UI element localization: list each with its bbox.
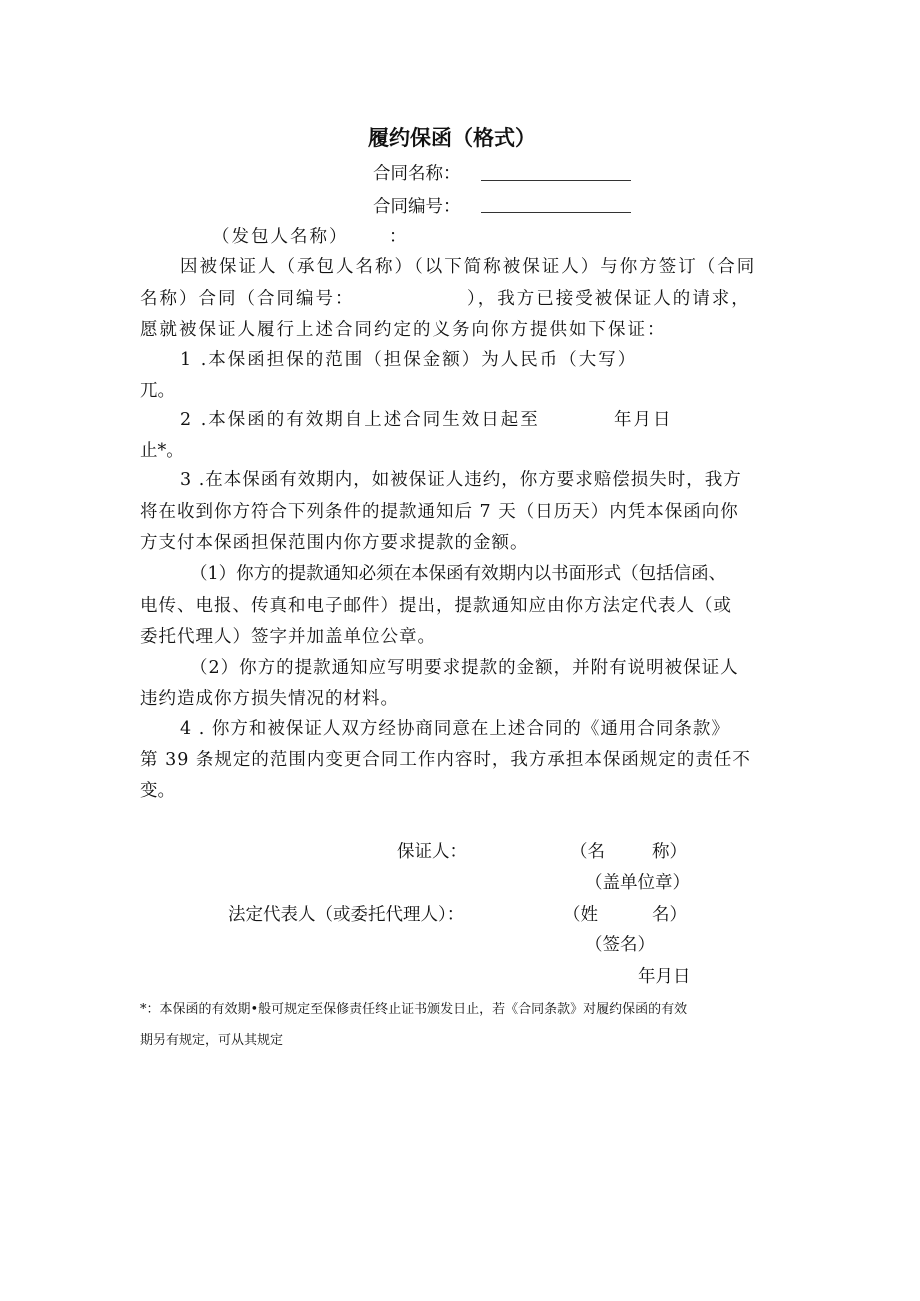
intro-line-1: 因被保证人（承包人名称）（以下简称被保证人）与你方签订（合同	[180, 257, 757, 277]
item-4-line-1: 4 . 你方和被保证人双方经协商同意在上述合同的《通用合同条款》	[180, 719, 730, 739]
rep-name-close: 名）	[652, 905, 687, 925]
item-4-line-3: 变。	[140, 781, 175, 801]
item-1-line-2: 兀。	[140, 381, 175, 401]
guarantor-name-open: （名	[570, 842, 605, 862]
item-3-line-3: 方支付本保函担保范围内你方要求提款的金额。	[140, 533, 529, 553]
addressee: （发包人名称）	[212, 227, 349, 247]
footnote-line-1: *：本保函的有效期•般可规定至保修责任终止证书颁发日止，若《合同条款》对履约保函的有效	[140, 1002, 688, 1017]
condition-1-line-1: （1）你方的提款通知必须在本保函有效期内以书面形式（包括信函、	[190, 564, 727, 584]
intro-line-2a: 名称）合同（合同编号：	[140, 289, 355, 309]
addressee-colon: ：	[389, 227, 407, 247]
contract-name-blank[interactable]	[481, 180, 631, 181]
contract-no-blank[interactable]	[481, 212, 631, 213]
company-seal-note: （盖单位章）	[585, 873, 690, 893]
condition-1-line-3: 委托代理人）签字并加盖单位公章。	[140, 627, 436, 647]
condition-2-line-1: （2）你方的提款通知应写明要求提款的金额，并附有说明被保证人	[190, 658, 739, 678]
signature-note: （签名）	[585, 935, 655, 955]
contract-no-label: 合同编号：	[373, 197, 461, 217]
condition-2-line-2: 违约造成你方损失情况的材料。	[140, 689, 399, 709]
contract-name-label: 合同名称：	[373, 164, 461, 184]
document-title: 履约保函（格式）	[368, 126, 536, 150]
item-2-line-1a: 2 .本保函的有效期自上述合同生效日起至	[180, 410, 540, 430]
item-4-line-2: 第 39 条规定的范围内变更合同工作内容时，我方承担本保函规定的责任不	[140, 750, 751, 770]
legal-representative-label: 法定代表人（或委托代理人）：	[228, 905, 465, 925]
item-1-line-1: 1 .本保函担保的范围（担保金额）为人民币（大写）	[180, 350, 638, 370]
intro-line-3: 愿就被保证人履行上述合同约定的义务向你方提供如下保证：	[140, 320, 667, 340]
guarantor-label: 保证人：	[397, 842, 467, 862]
intro-line-2b: ），我方已接受被保证人的请求，	[467, 289, 751, 309]
item-3-line-2: 将在收到你方符合下列条件的提款通知后 7 天（日历天）内凭本保函向你	[140, 502, 739, 522]
signature-date: 年月日	[638, 967, 691, 987]
item-3-line-1: 3 .在本保函有效期内，如被保证人违约，你方要求赔偿损失时，我方	[180, 470, 742, 490]
item-2-line-2: 止*。	[140, 441, 184, 461]
rep-name-open: （姓	[563, 905, 598, 925]
condition-1-line-2: 电传、电报、传真和电子邮件）提出，提款通知应由你方法定代表人（或	[140, 596, 732, 616]
guarantor-name-close: 称）	[652, 842, 687, 862]
item-2-line-1b: 年月日	[614, 410, 673, 430]
footnote-line-2: 期另有规定，可从其规定	[140, 1033, 284, 1048]
